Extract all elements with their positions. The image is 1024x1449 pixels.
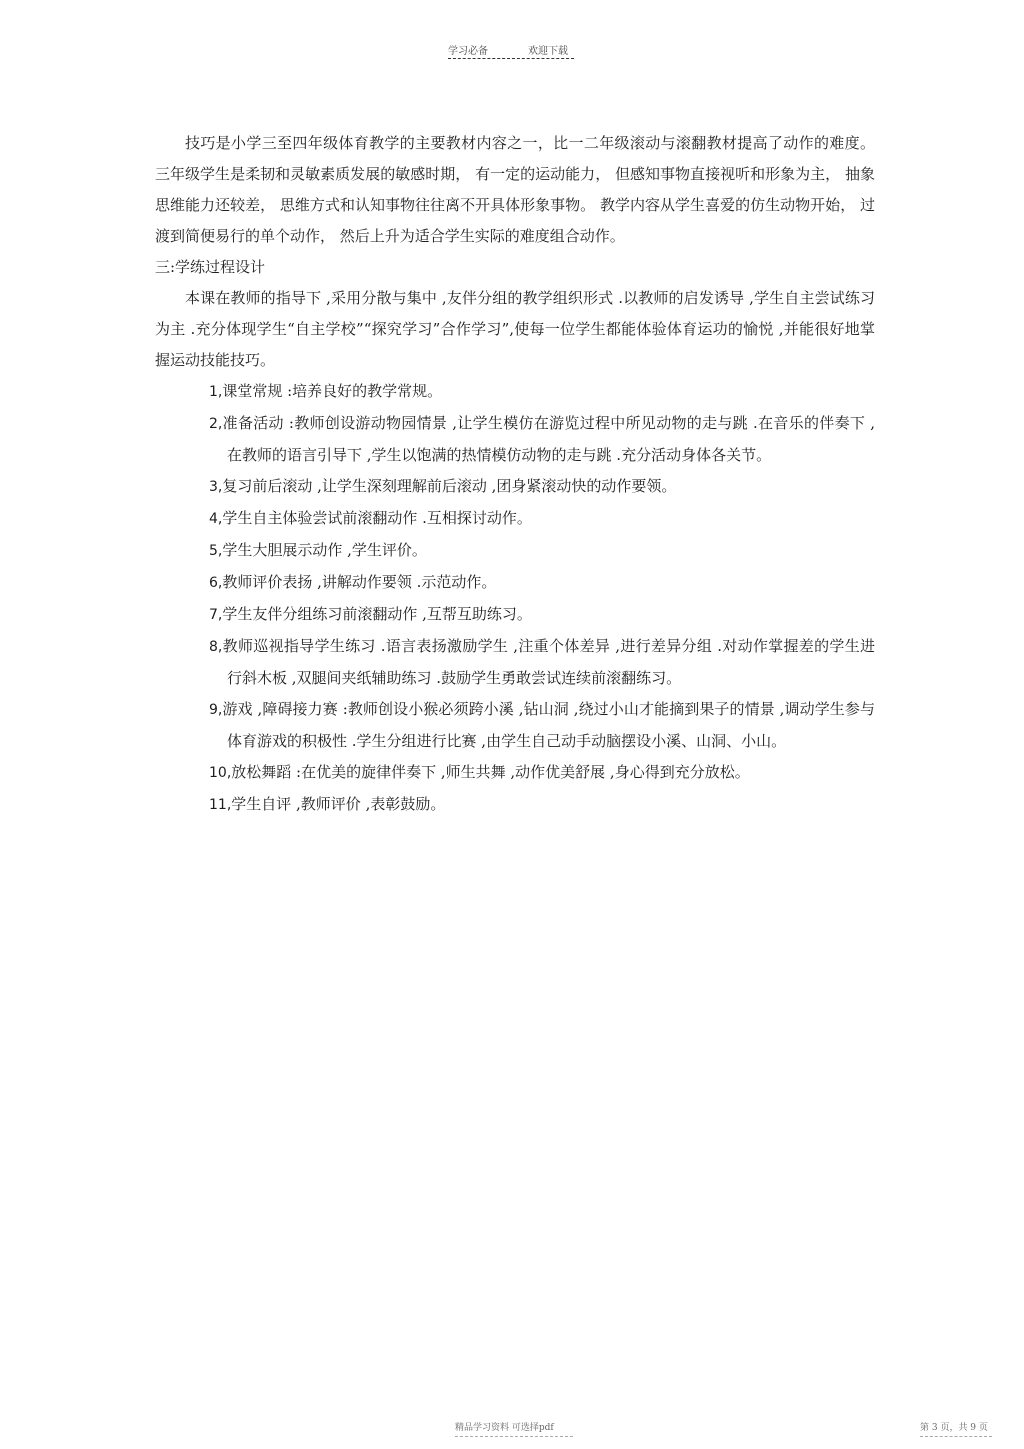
step-number: 3, [209, 479, 223, 495]
step-text: 准备活动 :教师创设游动物园情景 ,让学生模仿在游览过程中所见动物的走与跳 .在音乐的伴奏下 ,在教师的语言引导下 ,学生以饱满的热情模仿动物的走与跳 .充分活动身体各关节。 [222, 414, 875, 464]
step-text: 学生自主体验尝试前滚翻动作 .互相探讨动作。 [222, 509, 532, 527]
page-footer [0, 1420, 1024, 1444]
step-text: 学生友伴分组练习前滚翻动作 ,互帮互助练习。 [222, 605, 532, 623]
step-text: 教师巡视指导学生练习 .语言表扬激励学生 ,注重个体差异 ,进行差异分组 .对动作掌握差的学生进行斜木板 ,双腿间夹纸辅助练习 .鼓励学生勇敢尝试连续前滚翻练习。 [222, 637, 875, 687]
step-number: 11, [209, 797, 232, 813]
list-item [209, 408, 875, 471]
list-item [209, 694, 875, 757]
step-number: 2, [209, 416, 223, 432]
list-item [209, 535, 875, 567]
footer-right-divider [920, 1436, 992, 1437]
step-number: 5, [209, 543, 223, 559]
footer-right [920, 1420, 992, 1437]
header-divider [448, 58, 574, 59]
steps-list [155, 376, 875, 821]
step-text: 学生大胆展示动作 ,学生评价。 [222, 541, 427, 559]
step-number: 4, [209, 511, 223, 527]
step-text: 课堂常规 :培养良好的教学常规。 [222, 382, 443, 400]
step-number: 10, [209, 765, 232, 781]
step-text: 教师评价表扬 ,讲解动作要领 .示范动作。 [222, 573, 497, 591]
page-number-text: 第 3 页，共 9 页 [920, 1423, 988, 1433]
header-left-text: 学习必备 [448, 46, 488, 57]
section-title: 三:学练过程设计 [155, 258, 266, 276]
step-number: 1, [209, 384, 223, 400]
footer-center-divider [455, 1436, 573, 1437]
list-item [209, 376, 875, 408]
header-right-text: 欢迎下载 [528, 46, 568, 57]
page-header [448, 40, 576, 62]
step-text: 放松舞蹈 :在优美的旋律伴奏下 ,师生共舞 ,动作优美舒展 ,身心得到充分放松。 [231, 763, 750, 781]
section-paragraph: 本课在教师的指导下 ,采用分散与集中 ,友伴分组的教学组织形式 .以教师的启发诱导 ,学生自主尝试练习为主 .充分体现学生“自主学校”“探究学习”合作学习”,使每一位学生都能体验体育运功的愉悦 ,并能很好地掌握运动技能技巧。 [155, 289, 875, 369]
list-item [209, 757, 875, 789]
footer-center-text: 精品学习资料 可选择pdf [455, 1423, 554, 1433]
step-text: 复习前后滚动 ,让学生深刻理解前后滚动 ,团身紧滚动快的动作要领。 [222, 477, 677, 495]
intro-paragraph: 技巧是小学三至四年级体育教学的主要教材内容之一，比一二年级滚动与滚翻教材提高了动作的难度。 三年级学生是柔韧和灵敏素质发展的敏感时期， 有一定的运动能力， 但感知事物直接视听和形象为主， 抽象思维能力还较差， 思维方式和认知事物往往离不开具体形象事物。 教学内容从学生喜爱的仿生动物开始， 过渡到简便易行的单个动作， 然后上升为适合学生实际的难度组合动作。 [155, 134, 875, 245]
step-number: 8, [209, 639, 223, 655]
step-number: 6, [209, 575, 223, 591]
list-item [209, 631, 875, 694]
list-item [209, 599, 875, 631]
step-text: 学生自评 ,教师评价 ,表彰鼓励。 [231, 795, 446, 813]
step-number: 7, [209, 607, 223, 623]
step-text: 游戏 ,障碍接力赛 :教师创设小猴必须跨小溪 ,钻山洞 ,绕过小山才能摘到果子的情景 ,调动学生参与体育游戏的积极性 .学生分组进行比赛 ,由学生自己动手动脑摆设小溪、山洞、小山。 [222, 700, 875, 750]
document-body [155, 128, 875, 821]
step-number: 9, [209, 702, 223, 718]
list-item [209, 471, 875, 503]
list-item [209, 789, 875, 821]
list-item [209, 503, 875, 535]
list-item [209, 567, 875, 599]
footer-center [455, 1420, 573, 1437]
